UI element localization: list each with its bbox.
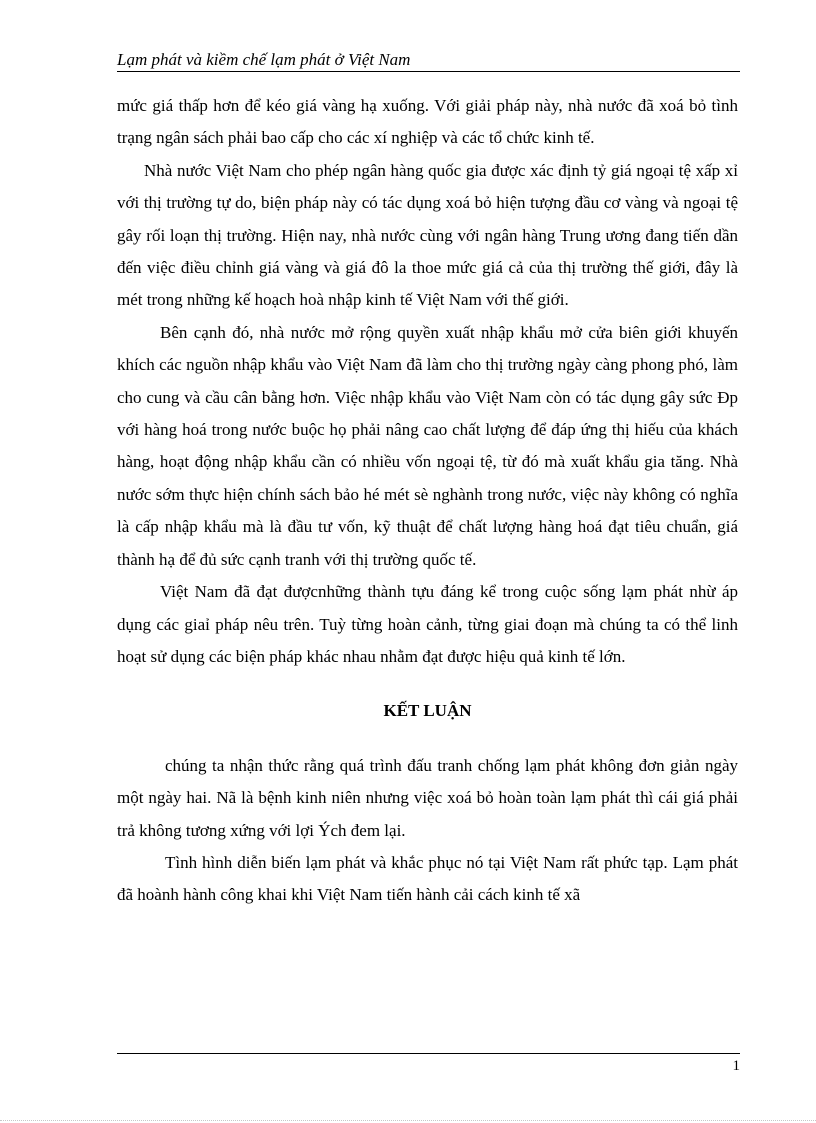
paragraph-2: Nhà nước Việt Nam cho phép ngân hàng quốc gia được xác định tỷ giá ngoại tệ xấp xỉ với thị trường tự do, biện pháp này có tác dụng xoá bỏ hiện tượng đầu cơ vàng và ngoại tệ gây rối loạn thị trường. Hiện nay, nhà nước cùng với ngân hàng Trung ương đang tiến dần đến việc điều chỉnh giá vàng và giá đô la thoe mức giá cả của thị trường thế giới, đây là mét trong những kế hoạch hoà nhập kinh tế Việt Nam với thế giới. <box>117 160 738 310</box>
conclusion-paragraph-2: Tình hình diễn biến lạm phát và khắc phục nó tại Việt Nam rất phức tạp. Lạm phát đã hoành hành công khai khi Việt Nam tiến hành cải cách kinh tế xã <box>117 852 738 905</box>
paragraph-3: Bên cạnh đó, nhà nước mở rộng quyền xuất nhập khẩu mở cửa biên giới khuyến khích các nguồn nhập khẩu vào Việt Nam đã làm cho thị trường ngày càng phong phó, làm cho cung và cầu cân bằng hơn. Việc nhập khẩu vào Việt Nam còn có tác dụng gây sức Ðp với hàng hoá trong nước buộc họ phải nâng cao chất lượng để đáp ứng thị hiếu của khách hàng, hoạt động nhập khẩu cần có nhiều vốn ngoại tệ, từ đó mà xuất khẩu gia tăng. Nhà nước sớm thực hiện chính sách bảo hé mét sè nghành trong nước, việc này không có nghĩa là cấp nhập khẩu mà là đầu tư vốn, kỹ thuật để chất lượng hàng hoá đạt tiêu chuẩn, giá thành hạ để đủ sức cạnh tranh với thị trường quốc tế. <box>117 322 738 569</box>
document-body <box>117 90 738 912</box>
footer-divider <box>117 1053 740 1054</box>
paragraph-1: mức giá thấp hơn để kéo giá vàng hạ xuống. Với giải pháp này, nhà nước đã xoá bỏ tình trạng ngân sách phải bao cấp cho các xí nghiệp và các tổ chức kinh tế. <box>117 96 738 148</box>
page-boundary <box>0 1120 816 1121</box>
conclusion-paragraph-1: chúng ta nhận thức rằng quá trình đấu tranh chống lạm phát không đơn giản ngày một ngày hai. Nã là bệnh kinh niên nhưng việc xoá bỏ hoàn toàn lạm phát thì cái giá phải trả không tương xứng với lợi Ých đem lại. <box>117 755 738 840</box>
section-heading: KẾT LUẬN <box>383 701 472 721</box>
header-divider <box>117 71 740 72</box>
page-number: 1 <box>732 1058 740 1074</box>
paragraph-4: Việt Nam đã đạt đượcnhững thành tựu đáng kể trong cuộc sống lạm phát nhừ áp dụng các giaỉ pháp nêu trên. Tuỳ từng hoàn cảnh, từng giai đoạn mà chúng ta có thể linh hoạt sử dụng các biện pháp khác nhau nhằm đạt được hiệu quả kinh tế lớn. <box>117 582 738 666</box>
page-header-title: Lạm phát và kiềm chế lạm phát ở Việt Nam <box>117 50 411 69</box>
